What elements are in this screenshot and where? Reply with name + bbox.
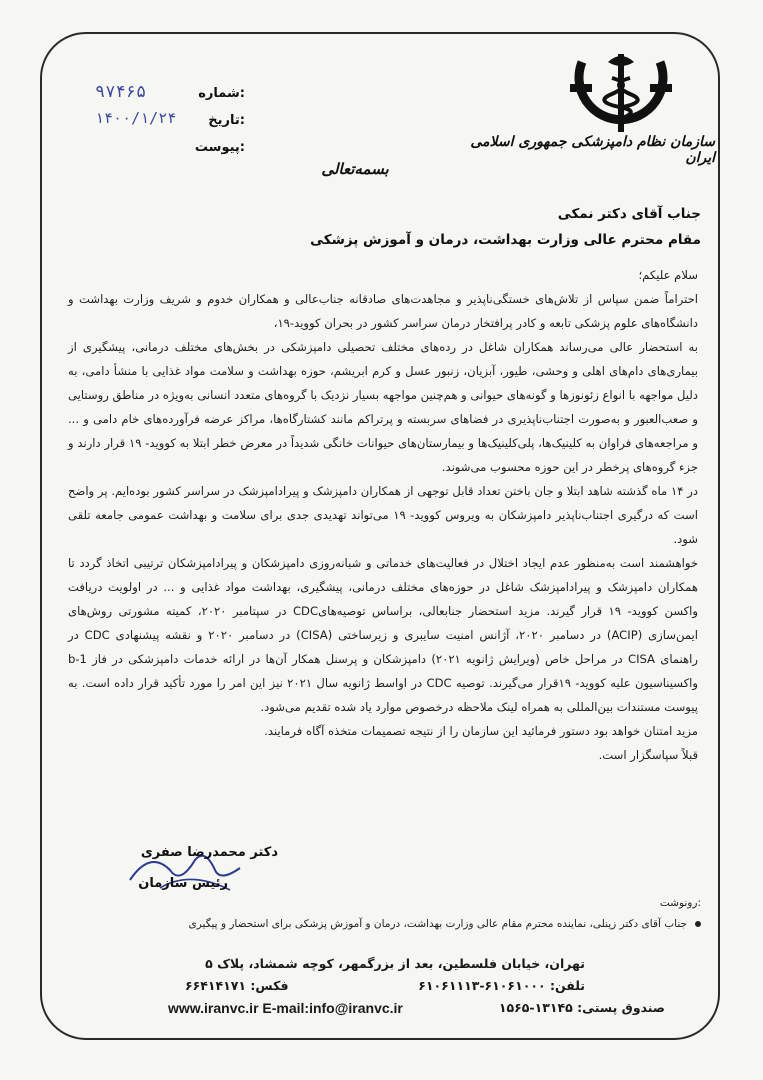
signatory-name: دکتر محمدرضا صفری xyxy=(140,845,278,860)
cc-text: جناب آقای دکتر زینلی، نماینده محترم مقام عالی وزارت بهداشت، درمان و آموزش پزشکی برای استحضار و پیگیری xyxy=(188,918,687,930)
paragraph: مزید امتنان خواهد بود دستور فرمائید این سازمان را از نتیجه تصمیمات متخذه آگاه فرمایند. xyxy=(264,724,698,738)
date-label: تاریخ: xyxy=(208,113,245,128)
footer-address: تهران، خیابان فلسطین، بعد از بزرگمهر، کوچه شمشاد، پلاک ۵ xyxy=(205,956,585,971)
footer-fax: فکس: ۶۶۴۱۴۱۷۱ xyxy=(185,978,289,993)
bismillah-heading: بسمه‌تعالی xyxy=(321,160,389,178)
organization-name: سازمان نظام دامپزشکی جمهوری اسلامی ایران xyxy=(470,134,715,166)
paragraph: خواهشمند است به‌منظور عدم ایجاد اختلال در فعالیت‌های خدماتی و شبانه‌روزی دامپزشکان و پیرادامپزشکان ترتیبی اتخاذ گردد تا همکاران دامپزشک و پیرادامپزشک شاغل در حوزه‌های مختلف درمانی، پیشگیری، بهداشت مواد غذایی و ... در اولویت دریافت واکسن کووید- ۱۹ قرار گیرند. مزید استحضار جنابعالی، براساس توصیه‌هایCDC در سپتامبر ۲۰۲۰، کمیته مشورتی روش‌های ایمن‌سازی (ACIP) در دسامبر ۲۰۲۰، آژانس امنیت سایبری و زیرساختی (CISA) در دسامبر ۲۰۲۰ و نقشه پیشنهادی CDC در راهنمای CISA در مراحل خاص (ویرایش ژانویه ۲۰۲۱) دامپزشکان و پرسنل همکار آن‌ها در ارائه خدمات دامپزشکی در فاز 1-b واکسیناسیون علیه کووید- ۱۹قرار می‌گیرند. توصیه CDC در اواسط ژانویه سال ۲۰۲۱ نیز این امر را مورد تأکید قرار داده است. به پیوست مستندات بین‌المللی به همراه لینک ملاحظه درخصوص موارد یاد شده تقدیم می‌شود. xyxy=(68,556,698,714)
footer-web: www.iranvc.ir E-mail:info@iranvc.ir xyxy=(168,1000,403,1016)
organization-logo xyxy=(562,48,680,140)
letter-body xyxy=(68,263,698,767)
footer-pobox: صندوق پستی: ۱۳۱۴۵-۱۵۶۵ xyxy=(498,1000,665,1015)
cc-item xyxy=(141,918,701,930)
number-value: ۹۷۴۶۵ xyxy=(95,82,147,102)
number-label: شماره: xyxy=(198,86,245,101)
paragraph: به استحضار عالی می‌رساند همکاران شاغل در رده‌های مختلف تحصیلی دامپزشکی در بخش‌های مختلف درمانی، پیشگیری از بیماری‌های دام‌های اهلی و وحشی، طیور، آبزیان، زنبور عسل و کرم ابریشم، حوزه بهداشت و سلامت مواد غذایی با منشأ دامی، به دلیل مواجهه با انواع زئونوزها و گونه‌های حیوانی و هم‌چنین مواجهه بسیار نزدیک با گروه‌های متعدد انسانی به‌ویژه در مناطق روستایی و صعب‌العبور و به‌صورت اجتناب‌ناپذیری در فضاهای سربسته و پرتراکم مانند کشتارگاه‌ها، مراکز عرضه فرآورده‌های خام دامی و ... و مراجعه‌های فراوان به کلینیک‌ها، پلی‌کلینیک‌ها و بیمارستان‌های حیوانات خانگی شدیداً در معرض خطر ابتلا به کووید- ۱۹ قرار دارند و جزء گروه‌های پرخطر در این حوزه محسوب می‌شوند. xyxy=(68,340,698,474)
attachment-label: پیوست: xyxy=(194,140,245,155)
signatory-title: رئیس سازمان xyxy=(138,876,228,891)
bullet-icon xyxy=(695,921,701,927)
footer-phone: تلفن: ۶۱۰۶۱۰۰۰-۶۱۰۶۱۱۱۳ xyxy=(418,978,585,993)
recipient-title: مقام محترم عالی وزارت بهداشت، درمان و آموزش پزشکی xyxy=(310,232,701,248)
paragraph: قبلاً سپاسگزار است. xyxy=(598,748,698,762)
greeting: سلام علیکم؛ xyxy=(638,268,698,282)
date-value: ۱۴۰۰/۱/۲۴ xyxy=(95,109,177,127)
recipient-name: جناب آقای دکتر نمکی xyxy=(557,206,701,222)
cc-label: رونوشت: xyxy=(659,897,701,909)
paragraph: احتراماً ضمن سپاس از تلاش‌های خستگی‌ناپذیر و مجاهدت‌های صادقانه جناب‌عالی و همکاران خدوم و شریف وزارت بهداشت و دانشگاه‌های علوم پزشکی تابعه و کادر پرافتخار درمان سراسر کشور در بحران کووید-۱۹، xyxy=(68,292,698,330)
paragraph: در ۱۴ ماه گذشته شاهد ابتلا و جان باختن تعداد قابل توجهی از همکاران دامپزشک و پیرادامپزشک در سراسر کشور بوده‌ایم. پر واضح است که درگیری اجتناب‌ناپذیر دامپزشکان به ویروس کووید- ۱۹ می‌تواند تهدیدی جدی برای سلامت و بهداشت عمومی جامعه تلقی شود. xyxy=(68,484,698,546)
